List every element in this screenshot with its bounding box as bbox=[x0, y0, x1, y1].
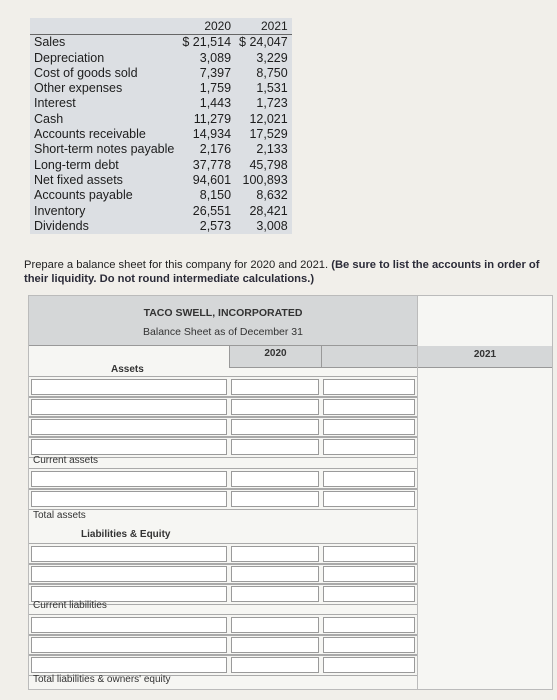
asset-row-label-input[interactable] bbox=[31, 379, 227, 395]
data-row-2021-value: 8,750 bbox=[256, 65, 288, 80]
asset-row bbox=[29, 488, 417, 510]
total-assets-label: Total assets bbox=[33, 510, 86, 521]
balance-sheet-header bbox=[29, 296, 417, 346]
asset-row-2020-input[interactable] bbox=[231, 379, 319, 395]
data-row-2020-value: 14,934 bbox=[192, 127, 232, 142]
data-row-2020-value: 8,150 bbox=[199, 188, 232, 203]
data-row-2020-value: 11,279 bbox=[193, 111, 232, 126]
liability-row-label-input[interactable] bbox=[31, 566, 227, 582]
liability-row bbox=[29, 654, 417, 676]
data-row-2021-value: 100,893 bbox=[242, 172, 288, 187]
data-row bbox=[30, 188, 292, 203]
data-row-2021-value: 1,723 bbox=[256, 96, 288, 111]
data-row-2020-value: 3,089 bbox=[199, 50, 232, 65]
liability-row-label-input[interactable] bbox=[31, 546, 227, 562]
year-2020-header: 2020 bbox=[204, 19, 232, 33]
assets-heading: Assets bbox=[111, 364, 144, 375]
asset-row bbox=[29, 376, 417, 398]
data-row bbox=[30, 35, 292, 51]
data-row-2021-value: 45,798 bbox=[249, 157, 288, 172]
liability-row-2021-input[interactable] bbox=[323, 637, 415, 653]
company-name: TACO SWELL, INCORPORATED bbox=[143, 307, 303, 319]
asset-row-label-input[interactable] bbox=[31, 471, 227, 487]
asset-row-2020-input[interactable] bbox=[231, 439, 319, 455]
liability-row bbox=[29, 614, 417, 636]
data-row-2021-value: 1,531 bbox=[256, 81, 288, 96]
year-2021-header: 2021 bbox=[261, 19, 288, 33]
asset-row bbox=[29, 416, 417, 438]
data-row-2020-value: 94,601 bbox=[192, 172, 232, 187]
asset-row bbox=[29, 396, 417, 418]
total-liabilities-equity-label: Total liabilities & owners' equity bbox=[33, 674, 171, 685]
data-row-label: Sales bbox=[34, 35, 66, 50]
liability-row bbox=[29, 634, 417, 656]
data-row-2021-value: $ 24,047 bbox=[239, 35, 288, 50]
asset-row-label-input[interactable] bbox=[31, 419, 227, 435]
liability-row-label-input[interactable] bbox=[31, 657, 227, 673]
data-row bbox=[30, 66, 292, 81]
asset-row-2020-input[interactable] bbox=[231, 471, 319, 487]
balance-sheet-form bbox=[28, 295, 418, 690]
data-row-2020-value: 1,443 bbox=[199, 96, 232, 111]
col-2021-header-inner bbox=[321, 346, 417, 368]
data-row-label: Cash bbox=[34, 111, 64, 126]
data-row-2020-value: 2,573 bbox=[199, 218, 232, 233]
data-row bbox=[30, 158, 292, 173]
asset-row-2020-input[interactable] bbox=[231, 491, 319, 507]
data-row-label: Dividends bbox=[34, 218, 89, 233]
asset-row-2021-input[interactable] bbox=[323, 379, 415, 395]
liability-row-2021-input[interactable] bbox=[323, 586, 415, 602]
data-row-label: Other expenses bbox=[34, 81, 123, 96]
asset-row-label-input[interactable] bbox=[31, 399, 227, 415]
data-row-2021-value: 8,632 bbox=[256, 188, 288, 203]
data-row-label: Depreciation bbox=[34, 50, 105, 65]
asset-row bbox=[29, 468, 417, 490]
liability-row-2021-input[interactable] bbox=[323, 566, 415, 582]
data-row-2020-value: 1,759 bbox=[199, 81, 232, 96]
data-row-2020-value: 7,397 bbox=[199, 65, 232, 80]
asset-row-2020-input[interactable] bbox=[231, 399, 319, 415]
asset-row-2020-input[interactable] bbox=[231, 419, 319, 435]
data-row-2020-value: $ 21,514 bbox=[182, 35, 232, 50]
asset-row-2021-input[interactable] bbox=[323, 439, 415, 455]
instructions-text: Prepare a balance sheet for this company for 2020 and 2021. bbox=[24, 259, 329, 271]
data-row bbox=[30, 204, 292, 219]
data-row-label: Cost of goods sold bbox=[34, 65, 138, 80]
liability-row-2021-input[interactable] bbox=[323, 546, 415, 562]
financial-data-table bbox=[30, 18, 292, 234]
liability-row-2020-input[interactable] bbox=[231, 566, 319, 582]
liabilities-heading: Liabilities & Equity bbox=[81, 529, 171, 540]
data-row-2020-value: 26,551 bbox=[192, 203, 232, 218]
asset-row-label-input[interactable] bbox=[31, 491, 227, 507]
liability-row-2021-input[interactable] bbox=[323, 657, 415, 673]
data-row bbox=[30, 112, 292, 127]
asset-row-2021-input[interactable] bbox=[323, 491, 415, 507]
liability-row bbox=[29, 563, 417, 585]
data-row-2021-value: 3,008 bbox=[256, 218, 288, 233]
asset-row-2021-input[interactable] bbox=[323, 399, 415, 415]
liability-row-2020-input[interactable] bbox=[231, 546, 319, 562]
year-header-row bbox=[30, 18, 292, 35]
data-row-2021-value: 28,421 bbox=[249, 203, 288, 218]
data-row-label: Long-term debt bbox=[34, 157, 119, 172]
data-row-label: Accounts receivable bbox=[34, 127, 146, 142]
liability-row-2020-input[interactable] bbox=[231, 657, 319, 673]
instructions bbox=[24, 258, 544, 286]
liability-row-2020-input[interactable] bbox=[231, 637, 319, 653]
col-2021-header: 2021 bbox=[418, 346, 552, 368]
data-row-label: Inventory bbox=[34, 203, 86, 218]
sheet-title: Balance Sheet as of December 31 bbox=[143, 326, 303, 338]
data-row bbox=[30, 173, 292, 188]
data-row-2021-value: 3,229 bbox=[256, 50, 288, 65]
year-2021-column bbox=[418, 295, 553, 690]
data-row-2021-value: 2,133 bbox=[256, 142, 288, 157]
data-row bbox=[30, 81, 292, 96]
data-row bbox=[30, 127, 292, 142]
asset-row-label-input[interactable] bbox=[31, 439, 227, 455]
liability-row-label-input[interactable] bbox=[31, 617, 227, 633]
data-row-2021-value: 12,021 bbox=[249, 111, 288, 126]
data-row bbox=[30, 142, 292, 157]
data-row-2020-value: 2,176 bbox=[199, 142, 232, 157]
data-row bbox=[30, 51, 292, 66]
current-liabilities-label: Current liabilities bbox=[33, 600, 107, 611]
data-row-2021-value: 17,529 bbox=[249, 127, 288, 142]
instructions-note: (Be sure to list the accounts in order of their liquidity. Do not round intermediate calculations.) bbox=[24, 259, 540, 285]
data-row bbox=[30, 96, 292, 111]
data-row-label: Net fixed assets bbox=[34, 172, 123, 187]
asset-row-2021-input[interactable] bbox=[323, 471, 415, 487]
data-row-2020-value: 37,778 bbox=[192, 157, 232, 172]
data-row-label: Interest bbox=[34, 96, 76, 111]
liability-row-2020-input[interactable] bbox=[231, 617, 319, 633]
liability-row bbox=[29, 543, 417, 565]
data-row bbox=[30, 219, 292, 234]
liability-row-2021-input[interactable] bbox=[323, 617, 415, 633]
asset-row-2021-input[interactable] bbox=[323, 419, 415, 435]
data-row-label: Short-term notes payable bbox=[34, 142, 175, 157]
liability-row-label-input[interactable] bbox=[31, 637, 227, 653]
data-row-label: Accounts payable bbox=[34, 188, 133, 203]
col-2020-header: 2020 bbox=[229, 346, 321, 368]
current-assets-label: Current assets bbox=[33, 455, 99, 466]
liability-row-2020-input[interactable] bbox=[231, 586, 319, 602]
